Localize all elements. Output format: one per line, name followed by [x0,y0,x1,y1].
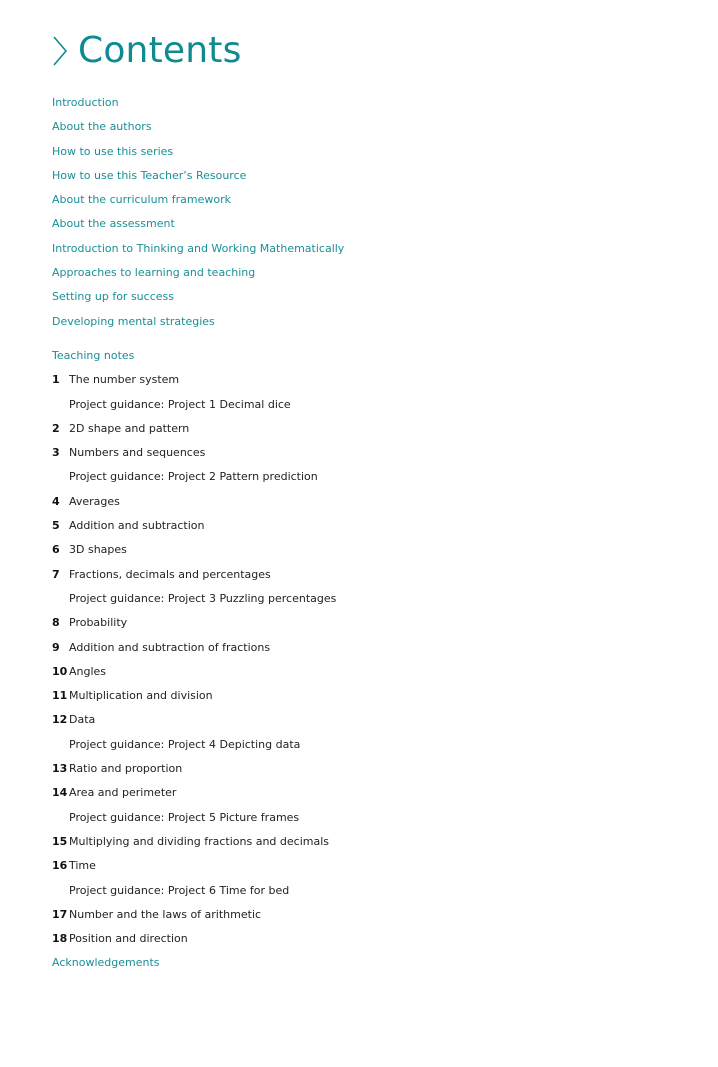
unit-title: Data [69,713,96,727]
unit-title: Averages [69,494,120,508]
toc-link-about-authors[interactable]: About the authors [52,120,152,134]
unit-number: 14 [52,786,68,800]
project-title: Project guidance: Project 2 Pattern prediction [69,470,318,484]
unit-title: Time [69,859,96,873]
toc-link-mental-strategies[interactable]: Developing mental strategies [52,314,215,328]
contents-page [52,28,718,976]
unit-title: Addition and subtraction [69,519,205,533]
project-title: Project guidance: Project 5 Picture frames [69,810,300,824]
unit-number: 17 [52,907,68,921]
toc-entry-unit[interactable] [52,757,718,781]
toc-entry-project[interactable] [52,393,718,417]
page-header [52,28,718,74]
toc-entry-unit[interactable] [52,708,718,732]
unit-number: 11 [52,689,68,703]
toc-entry-unit[interactable] [52,417,718,441]
toc-entry-project[interactable] [52,733,718,757]
unit-title: Multiplication and division [69,689,213,703]
toc-entry-unit[interactable] [52,514,718,538]
unit-number: 2 [52,421,60,435]
toc-entry-project[interactable] [52,587,718,611]
unit-title: The number system [69,373,180,387]
project-title: Project guidance: Project 6 Time for bed [69,883,290,897]
unit-number: 3 [52,446,60,460]
unit-number: 7 [52,567,60,581]
unit-number: 8 [52,616,60,630]
toc-entry-unit[interactable] [52,854,718,878]
unit-title: 2D shape and pattern [69,421,190,435]
unit-number: 9 [52,640,60,654]
project-title: Project guidance: Project 3 Puzzling percentages [69,591,337,605]
toc-entry-unit[interactable] [52,611,718,635]
unit-title: Addition and subtraction of fractions [69,640,271,654]
unit-title: Probability [69,616,128,630]
toc-link-teaching-notes[interactable]: Teaching notes [52,348,135,362]
unit-number: 6 [52,543,60,557]
project-title: Project guidance: Project 1 Decimal dice [69,397,291,411]
toc-entry-project[interactable] [52,465,718,489]
toc-link-setting-up[interactable]: Setting up for success [52,290,174,304]
teaching-notes-section [52,344,718,976]
unit-title: Numbers and sequences [69,446,206,460]
unit-number: 4 [52,494,60,508]
page-title: Contents [78,30,242,71]
toc-entry-unit[interactable] [52,441,718,465]
toc-link-curriculum-framework[interactable]: About the curriculum framework [52,193,231,207]
unit-number: 12 [52,713,68,727]
toc-entry-unit[interactable] [52,636,718,660]
toc-entry-unit[interactable] [52,660,718,684]
unit-title: Angles [69,664,107,678]
toc-entry-project[interactable] [52,806,718,830]
toc-link-how-to-use-teachers-resource[interactable]: How to use this Teacher’s Resource [52,168,247,182]
toc-link-thinking-working-mathematically[interactable]: Introduction to Thinking and Working Mathematically [52,241,345,255]
toc-entry-unit[interactable] [52,490,718,514]
toc-link-introduction[interactable]: Introduction [52,96,119,109]
project-title: Project guidance: Project 4 Depicting data [69,737,301,751]
toc-link-how-to-use-series[interactable]: How to use this series [52,144,174,158]
toc-entry-unit[interactable] [52,927,718,951]
toc-entry-unit[interactable] [52,563,718,587]
unit-title: Area and perimeter [69,786,177,800]
toc-entry-unit[interactable] [52,903,718,927]
unit-number: 1 [52,373,60,387]
unit-title: 3D shapes [69,543,127,557]
unit-number: 10 [52,664,68,678]
toc-entry-unit[interactable] [52,781,718,805]
unit-number: 16 [52,859,68,873]
toc-link-approaches[interactable]: Approaches to learning and teaching [52,266,256,280]
toc-link-assessment[interactable]: About the assessment [52,217,175,231]
toc-entry-unit[interactable] [52,538,718,562]
unit-title: Number and the laws of arithmetic [69,907,262,921]
toc-entry-project[interactable] [52,879,718,903]
unit-title: Multiplying and dividing fractions and decimals [69,834,329,848]
toc-entry-unit[interactable] [52,368,718,392]
toc-entry-unit[interactable] [52,830,718,854]
unit-number: 5 [52,519,60,533]
unit-title: Ratio and proportion [69,762,183,776]
front-matter-list [52,91,718,334]
unit-title: Position and direction [69,932,188,946]
toc-link-acknowledgements[interactable]: Acknowledgements [52,956,160,970]
toc-entry-unit[interactable] [52,684,718,708]
unit-number: 13 [52,762,68,776]
unit-number: 18 [52,932,68,946]
chevron-right-icon [52,35,68,67]
unit-title: Fractions, decimals and percentages [69,567,271,581]
unit-number: 15 [52,834,68,848]
